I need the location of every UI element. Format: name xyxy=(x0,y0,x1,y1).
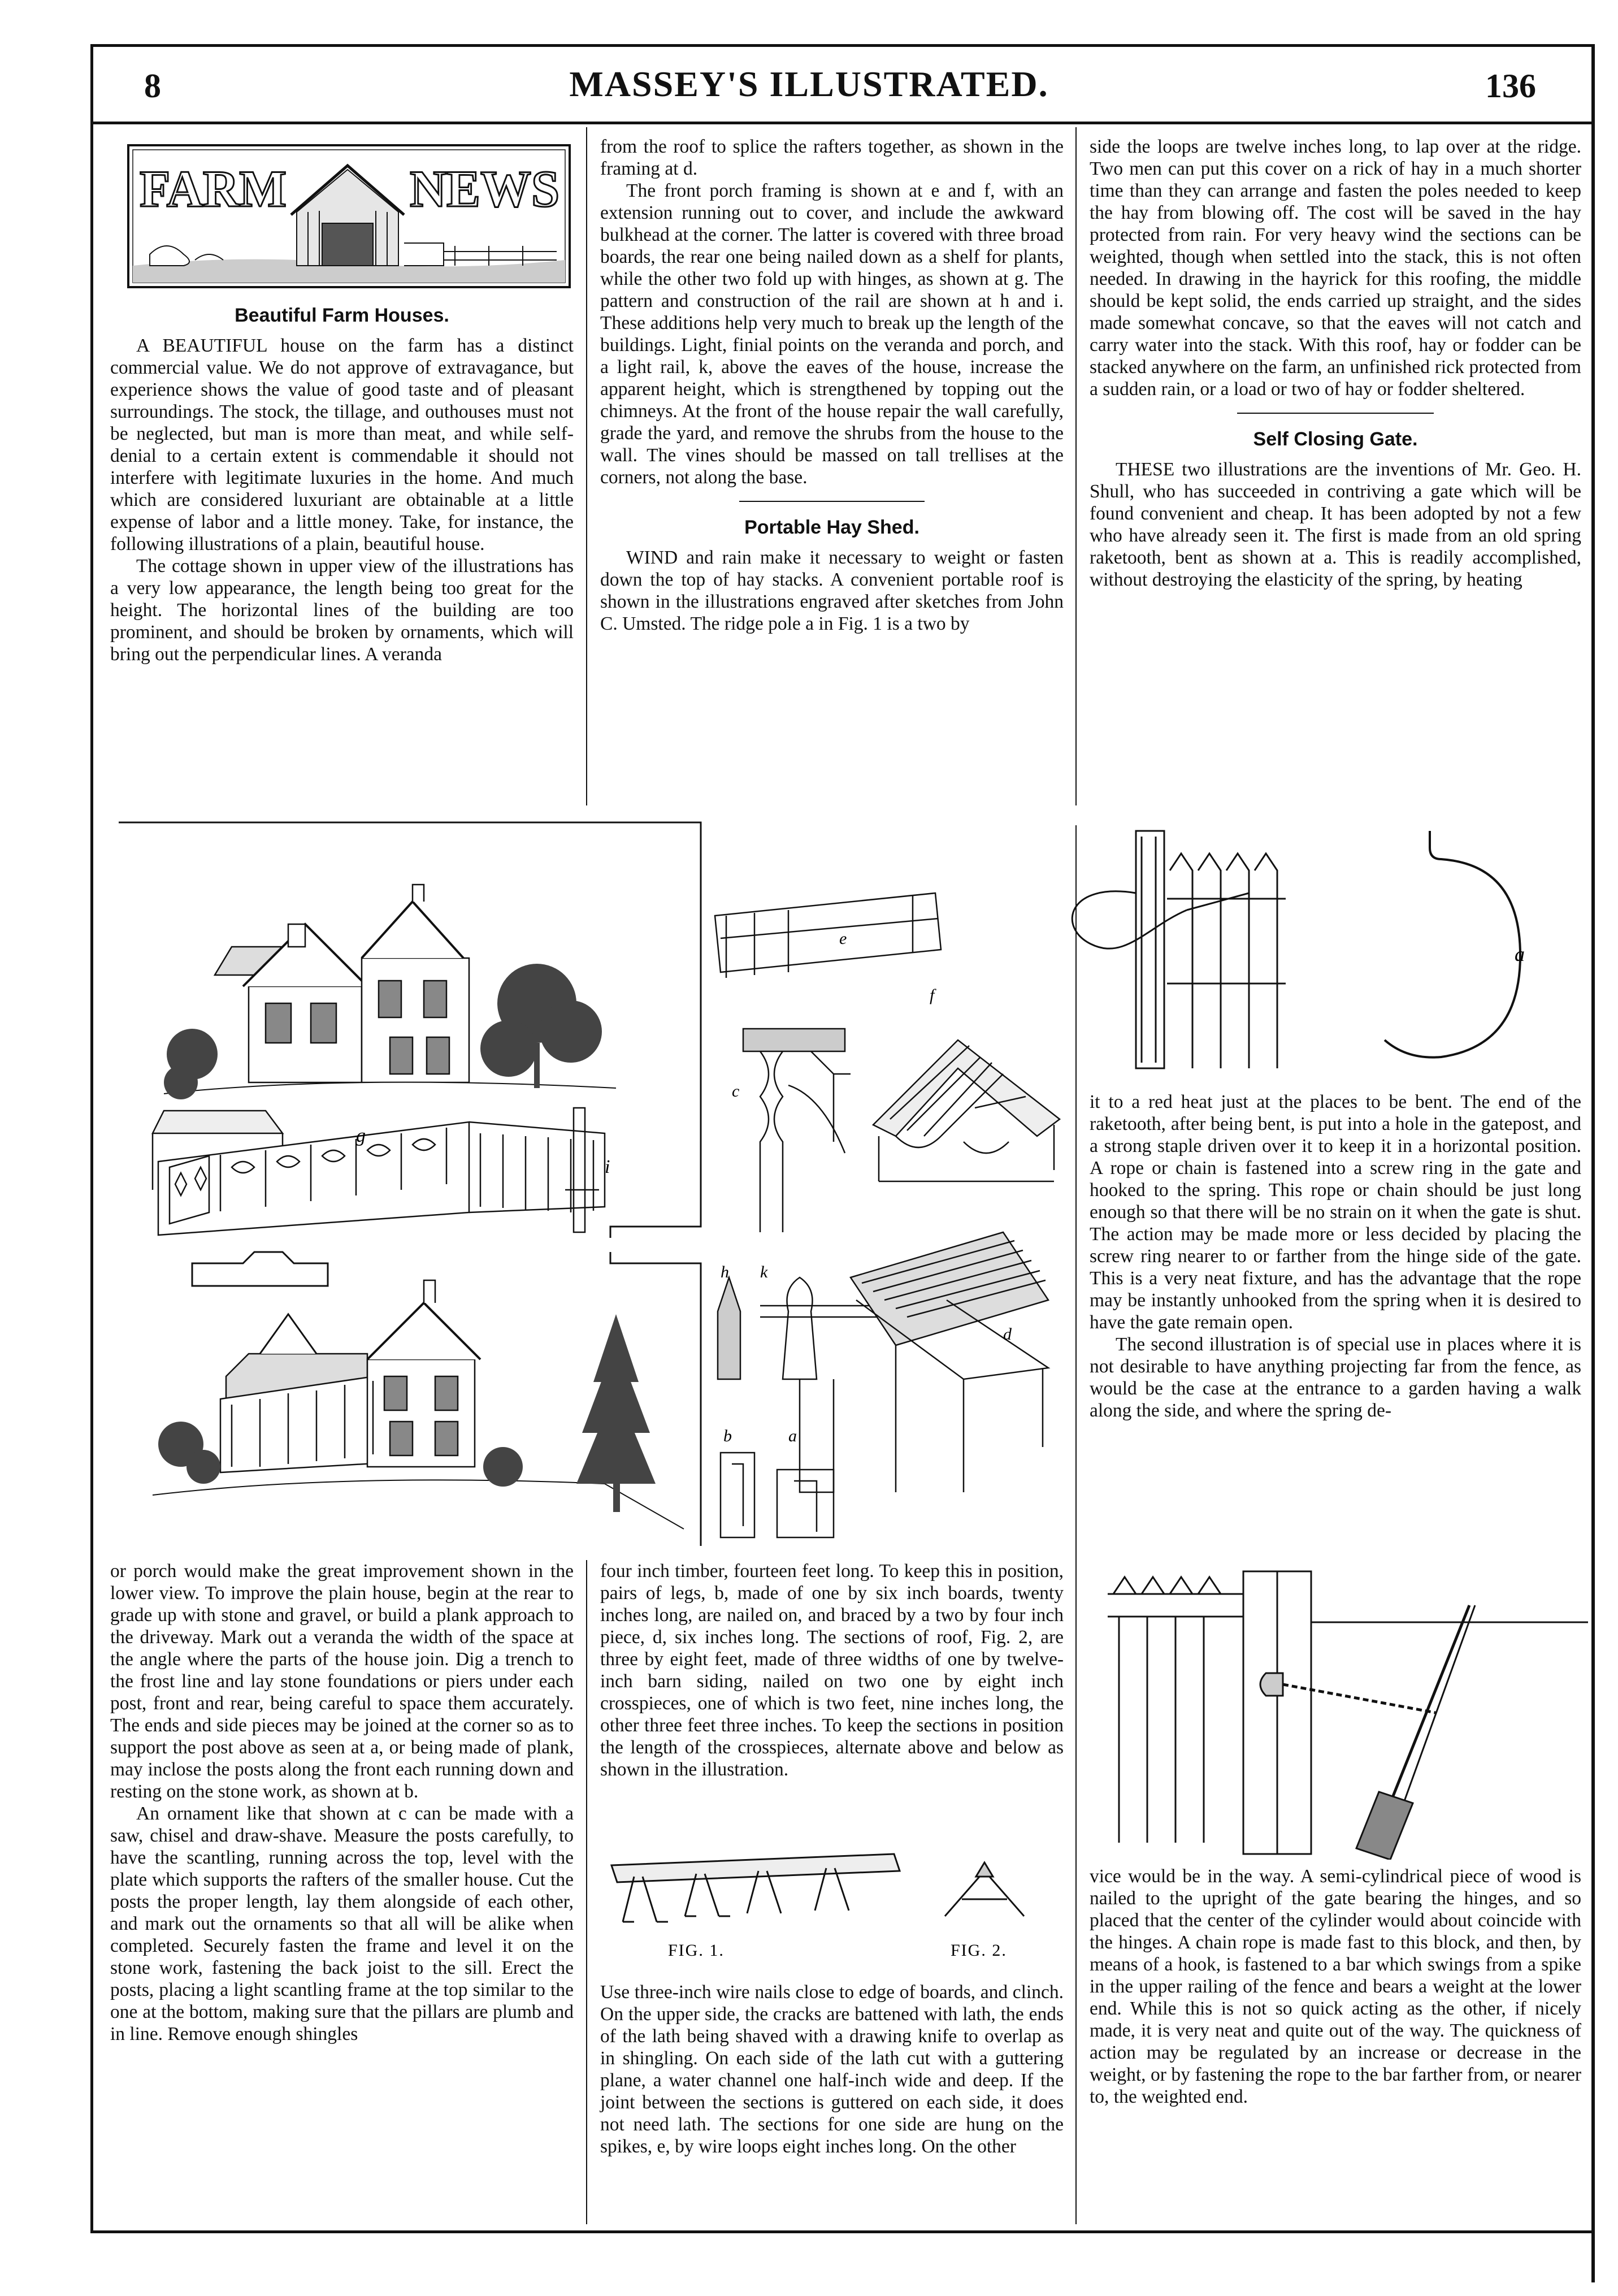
fig-1-caption: FIG. 1. xyxy=(668,1941,725,1960)
column-rule-1 xyxy=(586,127,587,805)
paragraph: An ornament like that shown at c can be made with a saw, chisel and draw-shave. Measure the posts carefully, to have the scantling, running across the top, level with the plate which supports the rafters of the smaller house. Cut the posts the proper length, lay them alongside of each other, and mark out the ornaments so that all will be alike when completed. Securely fasten the frame and level it on the stone work, fastening the back joist to the sill. Erect the posts, placing a light scantling frame at the top similar to the one at the bottom, making sure that the pillars are plumb and in line. Remove enough shingles xyxy=(110,1803,574,2044)
svg-text:FARM: FARM xyxy=(140,160,287,218)
column-2-bottom xyxy=(600,1560,1064,1781)
figure-label-k: k xyxy=(760,1263,768,1281)
paragraph: or porch would make the great improvement shown in the lower view. To improve the plain house, begin at the rear to grade up with stone and gravel, or build a plank approach to the driveway. Mark out a veranda the width of the space at the angle where the parts of the house join. Dig a trench to the frost line and lay stone foundations or piers under each post, front and rear, being careful to space them accurately. The ends and side pieces may be joined at the corner so as to support the post above as seen at a, or being made of plank, may inclose the posts along the front each running down and resting on the stone work, as shown at b. xyxy=(110,1561,574,1802)
paragraph: The second illustration is of special use in places where it is not desirable to have anything projecting far from the fence, as would be the case at the entrance to a garden having a walk along the side, and where the spring de- xyxy=(1090,1334,1581,1421)
paragraph: A BEAUTIFUL house on the farm has a distinct commercial value. We do not approve of extravagance, but experience shows the value of good taste and of pleasant surroundings. The stock, the tillage, and outhouses must not be neglected, but man is more than meat, and while self-denial to a certain extent is commendable it should not interfere with legitimate luxuries in the home. And much which are considered luxuriant are obtainable at a little expense of labor and a little money. Take, for instance, the following illustrations of a plain, beautiful house. xyxy=(110,335,574,554)
top-border xyxy=(90,44,1594,47)
column-2-top xyxy=(600,136,1064,635)
paragraph: THESE two illustrations are the inventions of Mr. Geo. H. Shull, who has succeeded in contriving a gate which will be found convenient and cheap. It has been adopted by not a few who have already seen it. The first is made from an old spring raketooth, bent as shown at a. This is readily accomplished, without destroying the elasticity of the spring, by heating xyxy=(1090,459,1581,590)
porch-construction-details xyxy=(709,870,1071,1549)
column-2-bottom-continued xyxy=(600,1981,1064,2158)
farm-houses-illustration xyxy=(119,817,706,1546)
paragraph: side the loops are twelve inches long, to lap over at the ridge. Two men can put this cover on a rick of hay in a much shorter time than they can arrange and fasten the poles needed to keep the hay from blowing off. The cost will be saved in the hay protected from rain. For very heavy wind the sections can be weighted, though when settled into the stack, this is not often needed. In drawing in the hayrick for this roofing, the middle should be kept solid, the ends carried up straight, and the sides made somewhat concave, so that the eaves will not catch and carry water into the stack. With this roof, hay or fodder can be stacked anywhere on the farm, an unfinished rick protected from a sudden rain, or a load or two of hay or fodder sheltered. xyxy=(1090,136,1581,400)
right-border xyxy=(1591,44,1595,2282)
figure-label-f: f xyxy=(930,986,935,1004)
headline-beautiful-farm-houses: Beautiful Farm Houses. xyxy=(235,305,449,326)
paragraph: The front porch framing is shown at e and f, with an extension running out to cover, and include the awkward bulkhead at the corner. The latter is covered with three broad boards, the rear one being nailed down as a shelf for plants, while the other two fold up with hinges, as shown at g. The pattern and construction of the rail are shown at h and i. These additions help very much to break up the length of the buildings. Light, finial points on the veranda and porch, and a light rail, k, above the eaves of the house, increase the apparent height, which is strengthened by topping out the chimneys. At the front of the house repair the wall carefully, grade the yard, and remove the shrubs from the house to the wall. The vines should be massed on tall trellises at the corners, not along the base. xyxy=(600,180,1064,488)
figure-label-c: c xyxy=(732,1082,740,1101)
hay-shed-figures xyxy=(600,1837,1064,1973)
column-3-middle xyxy=(1090,1091,1581,1422)
figure-label-gate-a: a xyxy=(1515,943,1525,965)
publication-title: MASSEY'S ILLUSTRATED. xyxy=(569,64,1049,104)
weighted-gate-illustration xyxy=(1096,1560,1588,1860)
headline-self-closing-gate: Self Closing Gate. xyxy=(1253,428,1418,450)
bottom-border xyxy=(90,2230,1594,2233)
column-1-bottom xyxy=(110,1560,574,2045)
divider xyxy=(739,501,925,502)
page-number-left: 8 xyxy=(144,67,161,105)
farm-news-banner xyxy=(127,144,571,288)
divider xyxy=(1237,413,1434,414)
column-3-top xyxy=(1090,136,1581,591)
paragraph: from the roof to splice the rafters together, as shown in the framing at d. xyxy=(600,136,1064,179)
figure-label-g: g xyxy=(356,1125,366,1146)
paragraph: four inch timber, fourteen feet long. To keep this in position, pairs of legs, b, made of one by six inch boards, twenty inches long, are nailed on, and braced by a two by four inch piece, d, six inches long. The sections of roof, Fig. 2, are three by eight feet, made of three widths of one by twelve-inch barn siding, nailed on two one by eight inch crosspieces, one of which is two feet, nine inches long, the other three feet three inches. To keep the sections in position the length of the crosspieces, alternate above and below as shown in the illustration. xyxy=(600,1561,1064,1780)
column-3-bottom xyxy=(1090,1865,1581,2108)
paragraph: The cottage shown in upper view of the illustrations has a very low appearance, the length being too great for the height. The horizontal lines of the building are too prominent, and should be broken by ornaments, which will bring out the perpendicular lines. A veranda xyxy=(110,556,574,665)
paragraph: Use three-inch wire nails close to edge of boards, and clinch. On the upper side, the cracks are battened with lath, the ends of the lath being shaved with a drawing knife to overlap as in shingling. On each side of the lath cut with a guttering plane, a water channel one half-inch wide and deep. If the joint between the sections is guttered on each side, it does not need lath. The sections for one side are hung on the spikes, e, by wire loops eight inches long. On the other xyxy=(600,1982,1064,2157)
column-rule-1b xyxy=(586,1560,587,2224)
paragraph: WIND and rain make it necessary to weight or fasten down the top of hay stacks. A convenient portable roof is shown in the illustrations engraved after sketches from John C. Umsted. The ridge pole a in Fig. 1 is a two by xyxy=(600,547,1064,634)
paragraph: it to a red heat just at the places to be bent. The end of the raketooth, after being bent, is put into a hole in the gatepost, and a strong staple driven over it to keep it in a horizontal position. A rope or chain is fastened into a screw ring in the gate and hooked to the spring. This rope or chain should be just long enough so that there will be no strain on it when the gate is shut. The action may be made more or less decided by placing the screw ring nearer to or farther from the hinge side of the gate. This is a very neat fixture, and has the advantage that the rope may be instantly unhooked from the spring when it is desired to have the gate remain open. xyxy=(1090,1091,1581,1333)
headline-portable-hay-shed: Portable Hay Shed. xyxy=(744,517,919,538)
page-number-right: 136 xyxy=(1485,67,1536,105)
spring-gate-illustration xyxy=(1034,814,1588,1080)
svg-text:NEWS: NEWS xyxy=(410,160,559,218)
figure-label-a: a xyxy=(788,1427,797,1445)
figure-label-d: d xyxy=(1003,1325,1012,1344)
left-border xyxy=(90,44,93,2232)
figure-label-b: b xyxy=(723,1427,732,1445)
paragraph: vice would be in the way. A semi-cylindrical piece of wood is nailed to the upright of the gate bearing the hinges, and so placed that the center of the cylinder would about coincide with the hinges. A chain rope is made fast to this block, and then, by means of a hook, is fastened to a bar which swings from a spike in the upper railing of the fence and bears a weight at the lower end. While this is not so quick acting as the other, if nicely made, it is very neat and quite out of the way. The quickness of action may be regulated by an increase or decrease in the weight, or by fastening the rope to the bar farther from, or nearer to, the weighted end. xyxy=(1090,1866,1581,2107)
column-1-top xyxy=(110,297,574,665)
fig-2-caption: FIG. 2. xyxy=(951,1941,1007,1960)
figure-label-i: i xyxy=(605,1156,610,1177)
figure-label-h: h xyxy=(721,1263,729,1281)
column-rule-2 xyxy=(1075,127,1077,805)
header-underline xyxy=(90,122,1594,124)
figure-label-e: e xyxy=(839,929,847,948)
